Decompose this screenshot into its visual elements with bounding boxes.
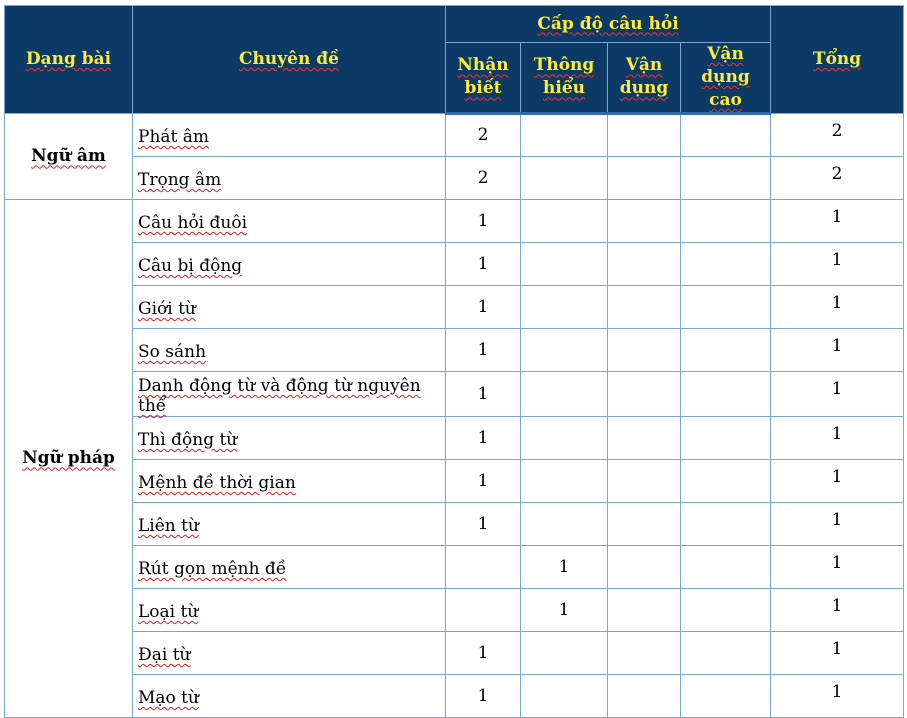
- level-count-cell: [608, 674, 681, 717]
- topic-cell: Thì động từ: [133, 416, 446, 459]
- level-count-cell: 1: [446, 631, 521, 674]
- table-row: [5, 242, 904, 285]
- topic-cell: Rút gọn mệnh đề: [133, 545, 446, 588]
- topic-cell: Câu hỏi đuôi: [133, 199, 446, 242]
- topic-cell: Danh động từ và động từ nguyên thể: [133, 371, 446, 416]
- table-row: [5, 328, 904, 371]
- topic-cell: Câu bị động: [133, 242, 446, 285]
- table-row: [5, 156, 904, 199]
- header-total: Tổng: [771, 6, 904, 114]
- total-cell: 1: [771, 328, 904, 371]
- level-count-cell: 1: [446, 199, 521, 242]
- table-row: [5, 545, 904, 588]
- level-count-cell: [521, 416, 608, 459]
- table-row: [5, 371, 904, 416]
- topic-cell: Phát âm: [133, 113, 446, 156]
- level-count-cell: 1: [446, 328, 521, 371]
- level-count-cell: 1: [446, 674, 521, 717]
- header-level-recognition: Nhận biết: [446, 43, 521, 114]
- header-level-application: Vận dụng: [608, 43, 681, 114]
- level-count-cell: 1: [446, 459, 521, 502]
- level-count-cell: 1: [446, 285, 521, 328]
- topic-cell: Liên từ: [133, 502, 446, 545]
- topic-cell: Giới từ: [133, 285, 446, 328]
- topic-cell: Trọng âm: [133, 156, 446, 199]
- level-count-cell: [681, 328, 771, 371]
- level-count-cell: 1: [446, 242, 521, 285]
- level-count-cell: [608, 459, 681, 502]
- level-count-cell: [681, 545, 771, 588]
- level-count-cell: [608, 588, 681, 631]
- total-cell: 1: [771, 502, 904, 545]
- table-body: [5, 113, 904, 717]
- level-count-cell: 1: [521, 588, 608, 631]
- level-count-cell: [521, 199, 608, 242]
- table-row: [5, 199, 904, 242]
- level-count-cell: [521, 674, 608, 717]
- total-cell: 2: [771, 156, 904, 199]
- level-count-cell: [446, 588, 521, 631]
- group-name: Ngữ âm: [5, 113, 133, 199]
- header-topic: Chuyên đề: [133, 6, 446, 114]
- total-cell: 1: [771, 674, 904, 717]
- level-count-cell: 1: [446, 502, 521, 545]
- level-count-cell: [608, 502, 681, 545]
- level-count-cell: [521, 502, 608, 545]
- level-count-cell: 1: [446, 416, 521, 459]
- level-count-cell: [608, 416, 681, 459]
- topic-cell: So sánh: [133, 328, 446, 371]
- total-cell: 1: [771, 545, 904, 588]
- table-row: [5, 588, 904, 631]
- header-level-comprehension: Thông hiểu: [521, 43, 608, 114]
- total-cell: 1: [771, 199, 904, 242]
- total-cell: 1: [771, 631, 904, 674]
- level-count-cell: [681, 242, 771, 285]
- total-cell: 1: [771, 459, 904, 502]
- level-count-cell: [608, 631, 681, 674]
- level-count-cell: [681, 113, 771, 156]
- level-count-cell: [681, 502, 771, 545]
- topic-cell: Mệnh đề thời gian: [133, 459, 446, 502]
- level-count-cell: [521, 631, 608, 674]
- level-count-cell: [521, 371, 608, 416]
- level-count-cell: [681, 588, 771, 631]
- level-count-cell: [521, 242, 608, 285]
- level-count-cell: [521, 328, 608, 371]
- level-count-cell: 1: [446, 371, 521, 416]
- level-count-cell: 1: [521, 545, 608, 588]
- level-count-cell: [681, 371, 771, 416]
- header-type: Dạng bài: [5, 6, 133, 114]
- total-cell: 1: [771, 371, 904, 416]
- level-count-cell: [521, 285, 608, 328]
- total-cell: 1: [771, 242, 904, 285]
- level-count-cell: [608, 113, 681, 156]
- level-count-cell: [681, 674, 771, 717]
- level-count-cell: [608, 199, 681, 242]
- level-count-cell: [681, 199, 771, 242]
- topic-cell: Đại từ: [133, 631, 446, 674]
- table-row: [5, 674, 904, 717]
- total-cell: 2: [771, 113, 904, 156]
- total-cell: 1: [771, 416, 904, 459]
- table-row: [5, 459, 904, 502]
- table-row: [5, 113, 904, 156]
- level-count-cell: [681, 459, 771, 502]
- level-count-cell: 2: [446, 156, 521, 199]
- table-row: [5, 631, 904, 674]
- topic-cell: Mạo từ: [133, 674, 446, 717]
- level-count-cell: [608, 545, 681, 588]
- table-row: [5, 416, 904, 459]
- level-count-cell: [608, 285, 681, 328]
- level-count-cell: [681, 156, 771, 199]
- table-row: [5, 502, 904, 545]
- level-count-cell: [681, 631, 771, 674]
- table-row: [5, 285, 904, 328]
- group-name: Ngữ pháp: [5, 199, 133, 717]
- level-count-cell: [608, 328, 681, 371]
- level-count-cell: [446, 545, 521, 588]
- topic-cell: Loại từ: [133, 588, 446, 631]
- level-count-cell: 2: [446, 113, 521, 156]
- level-count-cell: [521, 459, 608, 502]
- level-count-cell: [521, 156, 608, 199]
- level-count-cell: [608, 371, 681, 416]
- level-count-cell: [681, 416, 771, 459]
- header-level-group: Cấp độ câu hỏi: [446, 6, 771, 43]
- level-count-cell: [681, 285, 771, 328]
- level-count-cell: [521, 113, 608, 156]
- total-cell: 1: [771, 588, 904, 631]
- header-level-high-application: Vận dụng cao: [681, 43, 771, 114]
- level-count-cell: [608, 242, 681, 285]
- total-cell: 1: [771, 285, 904, 328]
- level-count-cell: [608, 156, 681, 199]
